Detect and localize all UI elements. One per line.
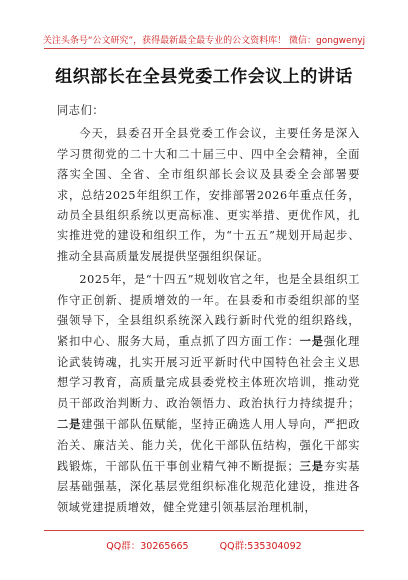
point-one-text: 强化理论武装铸魂，扎实开展习近平新时代中国特色社会主义思想学习教育，高质量完成县委党校主体班次培训，推动党员干部政治判断力、政治领悟力、政治执行力持续提升；: [57, 335, 360, 410]
footer: [0, 538, 408, 552]
header-promo-note: 关注头条号“公文研究”，获得最新最全最专业的公文资料库！ 微信：gongwenyj: [42, 36, 366, 46]
paragraph-2: [57, 270, 360, 518]
document-title: 组织部长在全县党委工作会议上的讲话: [55, 67, 353, 87]
footer-divider: [44, 530, 364, 531]
point-three-text: 夯实基层基础强基，深化基层党组织标准化规范化建设，推进各领域党建提质增效，健全党建引领基层治理机制，: [57, 459, 360, 514]
salutation: 同志们：: [57, 104, 105, 117]
point-two-marker: 二是: [57, 417, 82, 432]
paragraph-2-intro: 2025年，是“十四五”规划收官之年，也是全县组织工作守正创新、提质增效的一年。在县委和市委组织部的坚强领导下，全县组织系统深入践行新时代党的组织路线，紧扣中心、服务大局，重点抓了四方面工作：: [57, 273, 360, 349]
document-body: [57, 101, 360, 518]
point-three-marker: 三是: [299, 458, 324, 473]
point-one-marker: 一是: [299, 334, 324, 349]
footer-qq-group-2: QQ群:535304092: [219, 541, 302, 552]
point-two-text: 建强干部队伍赋能，坚持正确选人用人导向，严把政治关、廉洁关、能力关，优化干部队伍结构，强化干部实践锻炼，干部队伍干事创业精气神不断提振；: [57, 418, 361, 473]
footer-qq-group-1: QQ群：30265665: [106, 541, 189, 552]
paragraph-1: 今天，县委召开全县党委工作会议，主要任务是深入学习贯彻党的二十大和二十届三中、四中全会精神，全面落实全国、全省、全市组织部长会议及县委全会部署要求，总结2025年组织工作，安排部署2026年重点任务，动员全县组织系统以更高标准、更实举措、更优作风，扎实推进党的建设和组织工作，为“十五五”规划开局起步、推动全县高质量发展提供坚强组织保证。: [57, 127, 360, 263]
header-divider: [44, 48, 364, 49]
